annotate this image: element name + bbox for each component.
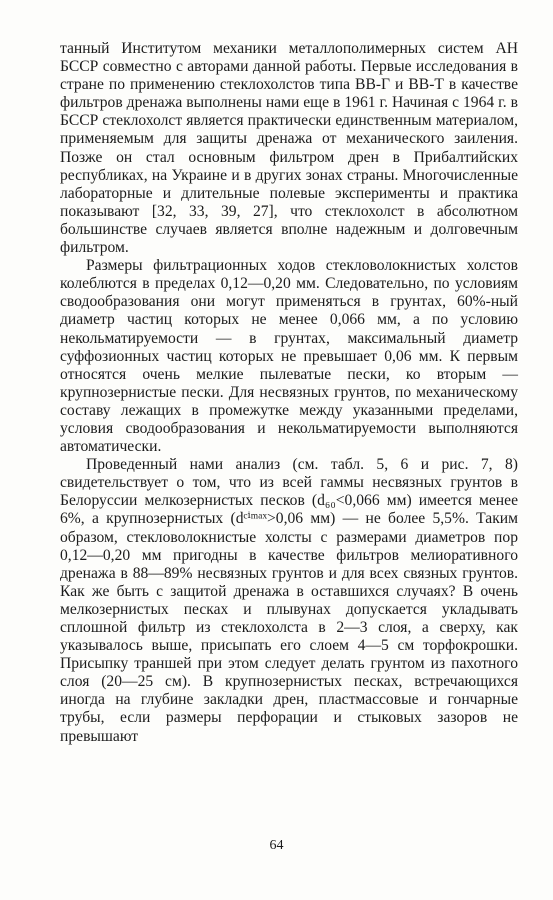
text-column bbox=[60, 40, 518, 746]
paragraph-3: Проведенный нами анализ (см. табл. 5, 6 и рис. 7, 8) свидетельствует о том, что из всей гаммы несвязных грунтов в Белоруссии мелкозернистых песков (d₆₀<0,066 мм) имеется менее 6%, а крупнозернистых (dᶜⁱᵐᵃˣ>0,06 мм) — не более 5,5%. Таким образом, стекловолокнистые холсты с размерами диаметров пор 0,12—0,20 мм пригодны в качестве фильтров мелиоративного дренажа в 88—89% несвязных грунтов и для всех связных грунтов. Как же быть с защитой дренажа в оставшихся случаях? В очень мелкозернистых песках и плывунах допускается укладывать сплошной фильтр из стеклохолста в 2—3 слоя, а сверху, как указывалось выше, присыпать его слоем 4—5 см торфокрошки. Присыпку траншей при этом следует делать грунтом из пахотного слоя (20—25 см). В крупнозернистых песках, встречающихся иногда на глубине закладки дрен, пластмассовые и гончарные трубы, если размеры перфорации и стыковых зазоров не превышают bbox=[60, 456, 518, 745]
page-number: 64 bbox=[269, 838, 284, 853]
paragraph-1: танный Институтом механики металлополимерных систем АН БССР совместно с авторами данной работы. Первые исследования в стране по применению стеклохолстов типа ВВ-Г и ВВ-Т в качестве фильтров дренажа выполнены нами еще в 1961 г. Начиная с 1964 г. в БССР стеклохолст является практически единственным материалом, применяемым для защиты дренажа от механического заиления. Позже он стал основным фильтром дрен в Прибалтийских республиках, на Украине и в других зонах страны. Многочисленные лабораторные и длительные полевые эксперименты и практика показывают [32, 33, 39, 27], что стеклохолст в абсолютном большинстве случаев является вполне надежным и долговечным фильтром. bbox=[60, 40, 518, 257]
paragraph-2: Размеры фильтрационных ходов стекловолокнистых холстов колеблются в пределах 0,12—0,20 мм. Следовательно, по условиям сводообразования они могут применяться в грунтах, 60%-ный диаметр частиц которых не менее 0,066 мм, а по условию некольматируемости — в грунтах, максимальный диаметр суффозионных частиц которых не превышает 0,06 мм. К первым относятся очень мелкие пылеватые пески, ко вторым — крупнозернистые пески. Для несвязных грунтов, по механическому составу лежащих в промежутке между указанными пределами, условия сводообразования и некольматируемости выполняются автоматически. bbox=[60, 257, 518, 456]
